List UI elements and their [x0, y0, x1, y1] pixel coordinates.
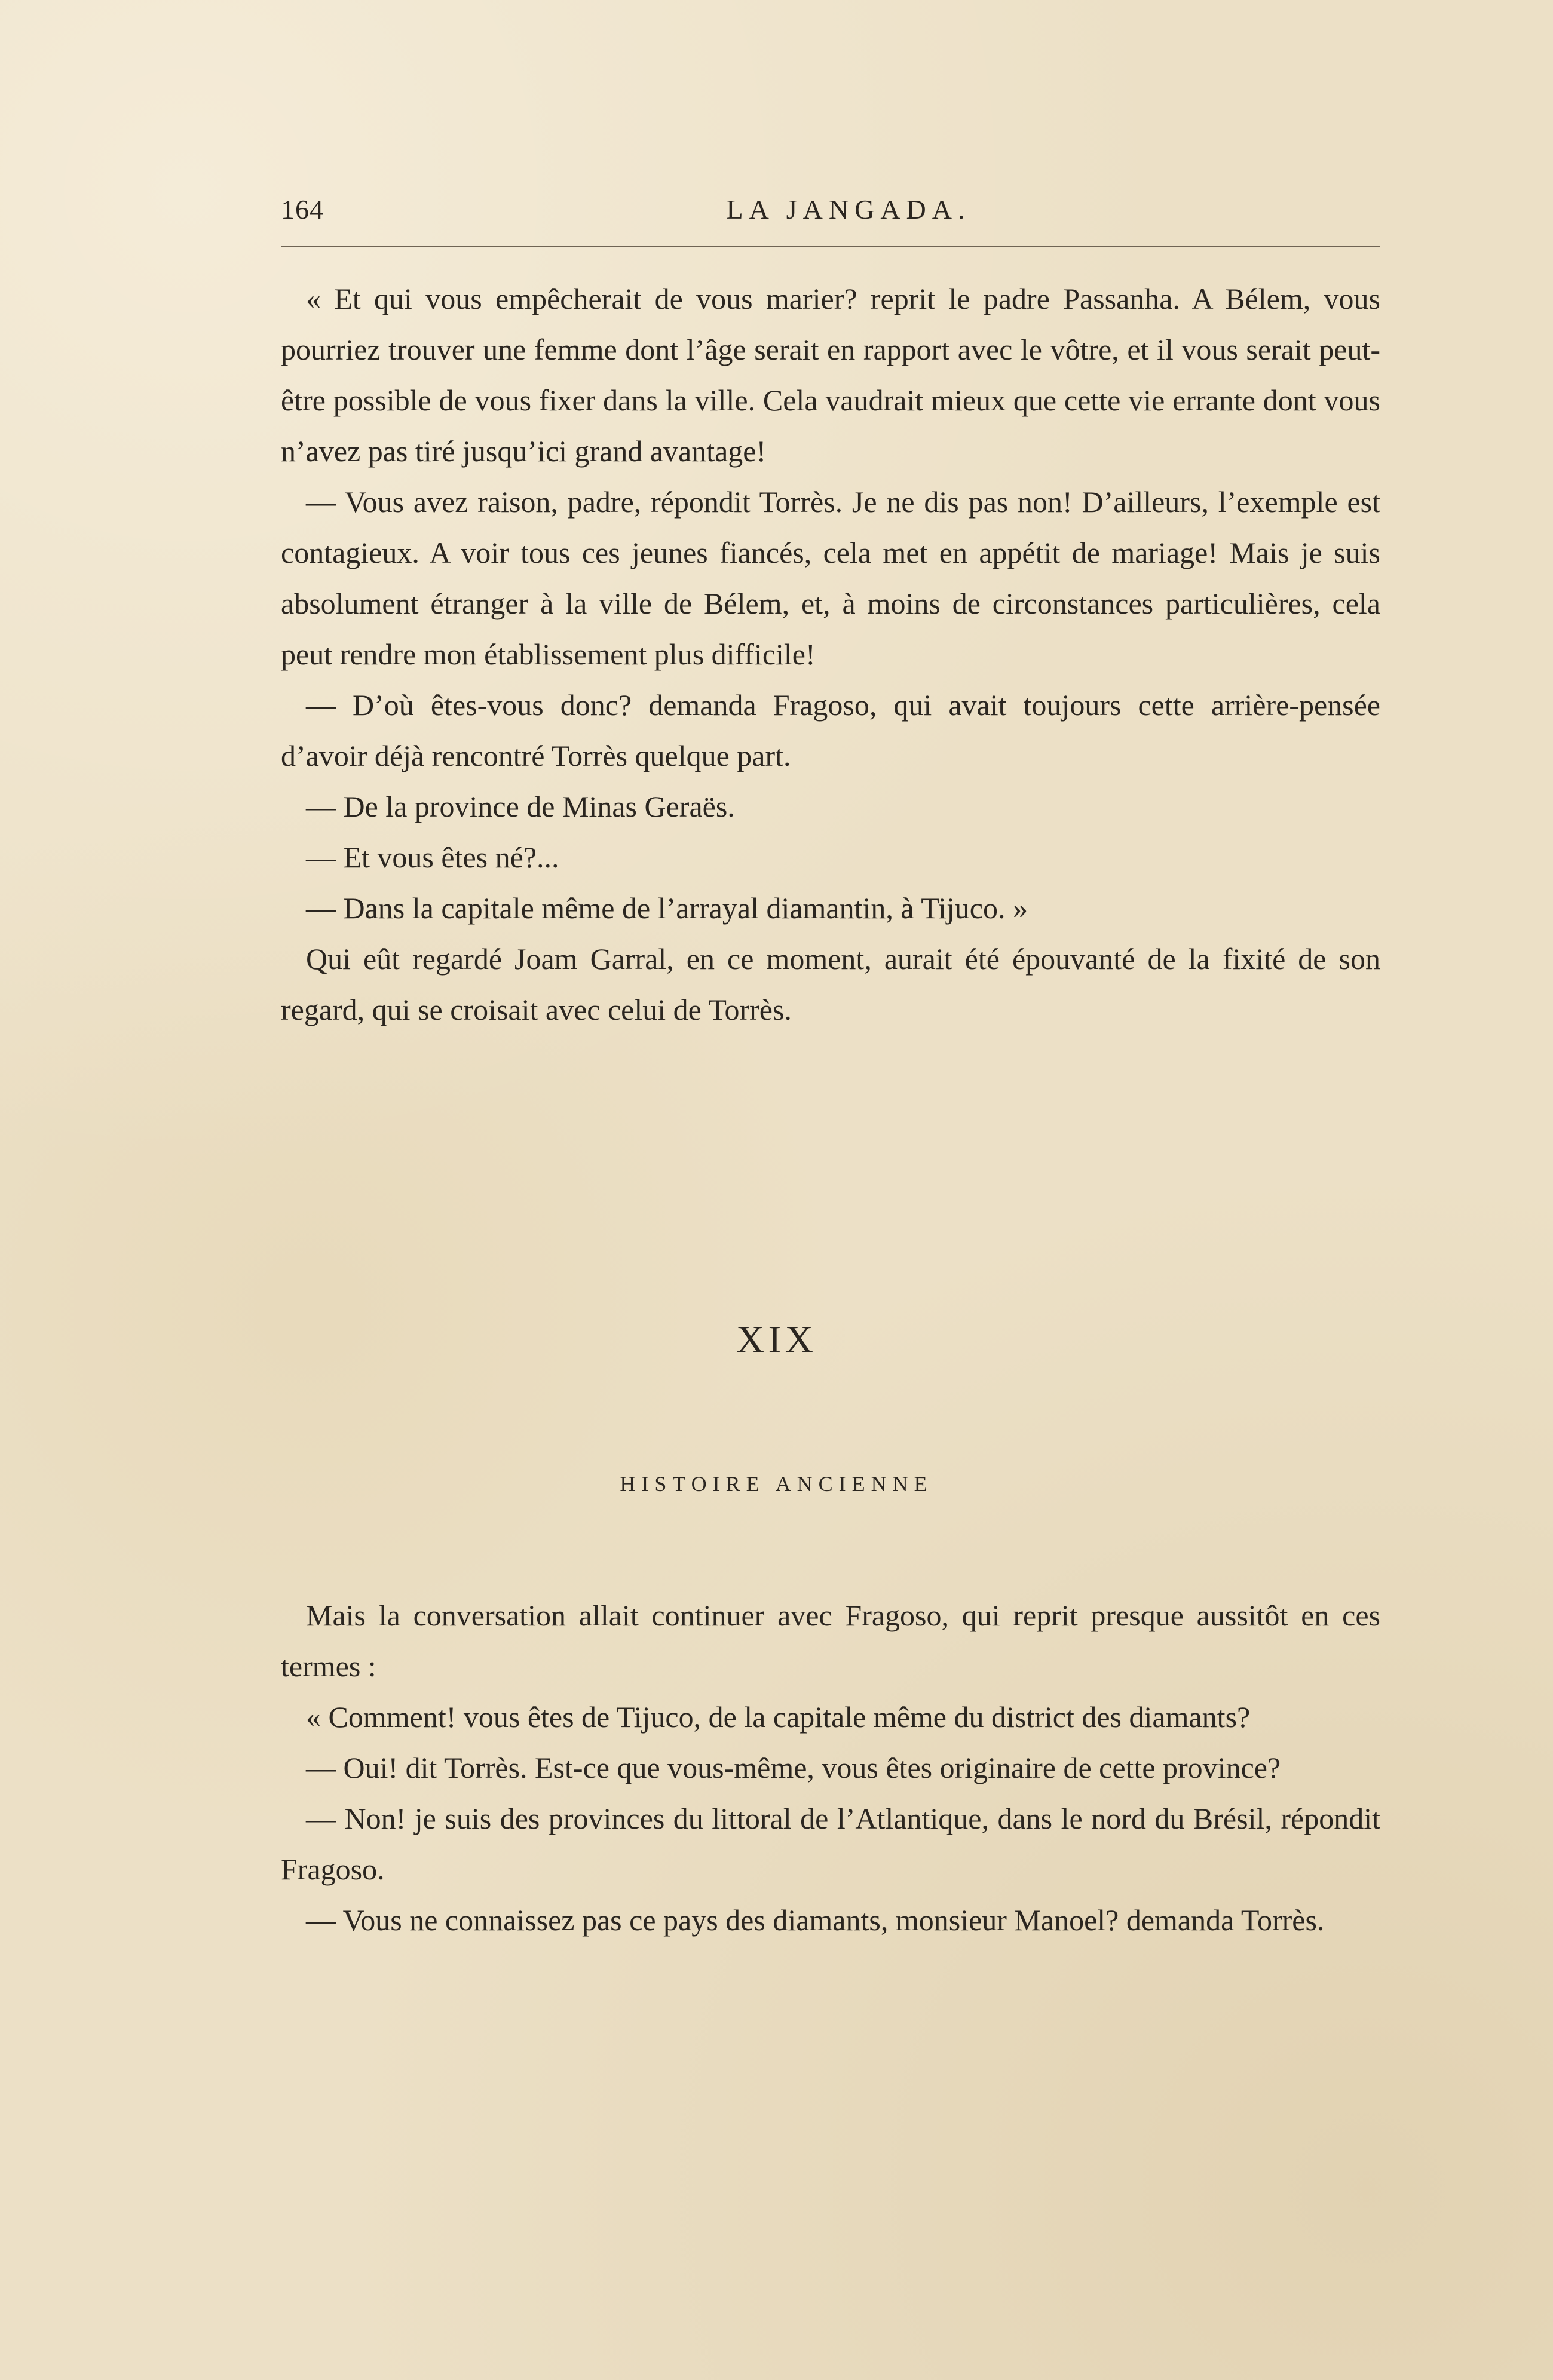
paragraph: « Et qui vous empêcherait de vous marier? reprit le padre Passanha. A Bélem, vous pourriez trouver une femme dont l’âge serait en rapport avec le vôtre, et il vous serait peut-être possible de vous fixer dans la ville. Cela vaudrait mieux que cette vie errante dont vous n’avez pas tiré jusqu’ici grand avantage!: [281, 282, 1380, 468]
paragraph: Mais la conversation allait continuer avec Fragoso, qui reprit presque aussitôt en ces termes :: [281, 1599, 1380, 1683]
page-header: [281, 185, 1416, 233]
paragraph: — Et vous êtes né?...: [306, 841, 559, 874]
paragraph: — Dans la capitale même de l’arrayal diamantin, à Tijuco. »: [306, 891, 1028, 925]
paragraph: — D’où êtes-vous donc? demanda Fragoso, qui avait toujours cette arrière-pensée d’avoir déjà rencontré Torrès quelque part.: [281, 688, 1380, 772]
paragraph: — Vous ne connaissez pas ce pays des diamants, monsieur Manoel? demanda Torrès.: [306, 1903, 1325, 1937]
text-block-dialogue: [281, 274, 1380, 1035]
text-block-chapter: [281, 1590, 1380, 1946]
paragraph: Qui eût regardé Joam Garral, en ce moment, aurait été épouvanté de la fixité de son regard, qui se croisait avec celui de Torrès.: [281, 942, 1380, 1026]
page-number: 164: [281, 194, 324, 225]
paragraph: — Non! je suis des provinces du littoral de l’Atlantique, dans le nord du Brésil, répondit Fragoso.: [281, 1802, 1380, 1886]
paragraph: — Oui! dit Torrès. Est-ce que vous-même, vous êtes originaire de cette province?: [306, 1751, 1281, 1784]
header-rule: [281, 246, 1380, 247]
paragraph: — De la province de Minas Geraës.: [306, 790, 735, 823]
running-title: LA JANGADA.: [726, 194, 971, 225]
chapter-title: HISTOIRE ANCIENNE: [620, 1472, 933, 1496]
chapter-number: XIX: [736, 1318, 817, 1361]
paragraph: — Vous avez raison, padre, répondit Torrès. Je ne dis pas non! D’ailleurs, l’exemple est contagieux. A voir tous ces jeunes fiancés, cela met en appétit de mariage! Mais je suis absolument étranger à la ville de Bélem, et, à moins de circonstances particulières, cela peut rendre mon établissement plus difficile!: [281, 485, 1380, 671]
paragraph: « Comment! vous êtes de Tijuco, de la capitale même du district des diamants?: [306, 1700, 1251, 1734]
